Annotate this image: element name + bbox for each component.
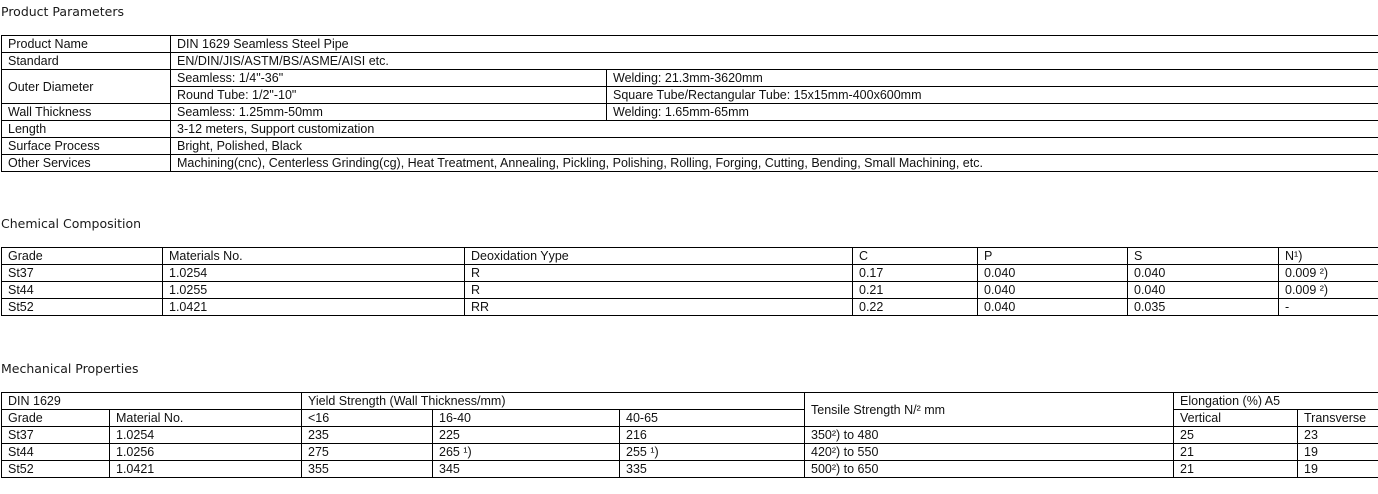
column-header: P [978, 248, 1128, 265]
column-header: Material No. [110, 410, 302, 427]
table-cell: St52 [2, 461, 110, 478]
table-row [2, 461, 1378, 478]
table-cell: St37 [2, 427, 110, 444]
column-header: Deoxidation Yype [465, 248, 853, 265]
table-cell: RR [465, 299, 853, 316]
param-value: Round Tube: 1/2"-10" [171, 87, 607, 104]
table-cell: 19 [1298, 461, 1378, 478]
table-cell: 0.009 ²) [1279, 265, 1378, 282]
param-value: 3-12 meters, Support customization [171, 121, 1378, 138]
param-label: Product Name [2, 36, 171, 53]
table-cell: 21 [1174, 444, 1298, 461]
column-header: C [853, 248, 978, 265]
table-cell: 420²) to 550 [805, 444, 1174, 461]
column-header: 40-65 [620, 410, 805, 427]
column-header: S [1128, 248, 1279, 265]
table-cell: 1.0421 [163, 299, 465, 316]
param-value: Machining(cnc), Centerless Grinding(cg), Heat Treatment, Annealing, Pickling, Polishing, Rolling, Forging, Cutting, Bending, Small Machining, etc. [171, 155, 1378, 172]
table-row [2, 87, 1378, 104]
table-cell: 0.009 ²) [1279, 282, 1378, 299]
table-cell: 1.0256 [110, 444, 302, 461]
table-row [2, 427, 1378, 444]
param-value: DIN 1629 Seamless Steel Pipe [171, 36, 1378, 53]
param-value: EN/DIN/JIS/ASTM/BS/ASME/AISI etc. [171, 53, 1378, 70]
table-cell: 500²) to 650 [805, 461, 1174, 478]
table-cell: 0.22 [853, 299, 978, 316]
param-value: Square Tube/Rectangular Tube: 15x15mm-400x600mm [607, 87, 1378, 104]
param-value: Welding: 1.65mm-65mm [607, 104, 1378, 121]
column-header: Transverse [1298, 410, 1378, 427]
table-cell: 0.17 [853, 265, 978, 282]
column-header: Vertical [1174, 410, 1298, 427]
table-cell: 0.21 [853, 282, 978, 299]
mechanical-properties-table [1, 392, 1378, 478]
table-row [2, 265, 1378, 282]
param-value: Bright, Polished, Black [171, 138, 1378, 155]
column-header: Yield Strength (Wall Thickness/mm) [302, 393, 805, 410]
table-cell: St44 [2, 444, 110, 461]
table-cell: 1.0254 [110, 427, 302, 444]
mechanical-properties-title: Mechanical Properties [1, 361, 139, 376]
column-header: Elongation (%) A5 [1174, 393, 1378, 410]
param-value: Seamless: 1.25mm-50mm [171, 104, 607, 121]
column-header: Grade [2, 248, 163, 265]
table-cell: 21 [1174, 461, 1298, 478]
table-cell: 1.0254 [163, 265, 465, 282]
table-cell: 0.040 [1128, 265, 1279, 282]
table-cell: 265 ¹) [433, 444, 620, 461]
param-value: Welding: 21.3mm-3620mm [607, 70, 1378, 87]
table-row [2, 36, 1378, 53]
table-cell: 216 [620, 427, 805, 444]
table-cell: St37 [2, 265, 163, 282]
table-row [2, 104, 1378, 121]
table-cell: 1.0255 [163, 282, 465, 299]
param-label: Length [2, 121, 171, 138]
column-header: Tensile Strength N/² mm [805, 393, 1174, 427]
table-cell: 0.040 [978, 299, 1128, 316]
table-row [2, 444, 1378, 461]
param-label: Wall Thickness [2, 104, 171, 121]
table-cell: R [465, 282, 853, 299]
table-cell: St44 [2, 282, 163, 299]
param-label: Outer Diameter [2, 70, 171, 104]
column-header: N¹) [1279, 248, 1378, 265]
table-cell: 335 [620, 461, 805, 478]
table-cell: 19 [1298, 444, 1378, 461]
table-cell: 345 [433, 461, 620, 478]
table-cell: 25 [1174, 427, 1298, 444]
column-header: DIN 1629 [2, 393, 302, 410]
table-cell: 275 [302, 444, 433, 461]
table-cell: 23 [1298, 427, 1378, 444]
table-cell: 0.035 [1128, 299, 1279, 316]
table-cell: 1.0421 [110, 461, 302, 478]
table-cell: - [1279, 299, 1378, 316]
table-cell: 350²) to 480 [805, 427, 1174, 444]
table-cell: 235 [302, 427, 433, 444]
param-label: Other Services [2, 155, 171, 172]
product-parameters-title: Product Parameters [1, 4, 124, 19]
param-label: Surface Process [2, 138, 171, 155]
product-parameters-table [1, 35, 1378, 172]
chemical-composition-title: Chemical Composition [1, 216, 142, 231]
table-row [2, 138, 1378, 155]
table-row [2, 282, 1378, 299]
param-value: Seamless: 1/4"-36" [171, 70, 607, 87]
table-header-row [2, 248, 1378, 265]
table-cell: 0.040 [978, 265, 1128, 282]
table-row [2, 70, 1378, 87]
table-cell: R [465, 265, 853, 282]
table-row [2, 155, 1378, 172]
column-header: 16-40 [433, 410, 620, 427]
column-header: Materials No. [163, 248, 465, 265]
param-label: Standard [2, 53, 171, 70]
column-header: <16 [302, 410, 433, 427]
table-cell: 0.040 [1128, 282, 1279, 299]
table-row [2, 121, 1378, 138]
table-row [2, 299, 1378, 316]
chemical-composition-table [1, 247, 1378, 316]
column-header: Grade [2, 410, 110, 427]
table-cell: 355 [302, 461, 433, 478]
table-header-row [2, 393, 1378, 410]
table-cell: St52 [2, 299, 163, 316]
table-row [2, 53, 1378, 70]
table-cell: 0.040 [978, 282, 1128, 299]
table-cell: 225 [433, 427, 620, 444]
table-cell: 255 ¹) [620, 444, 805, 461]
